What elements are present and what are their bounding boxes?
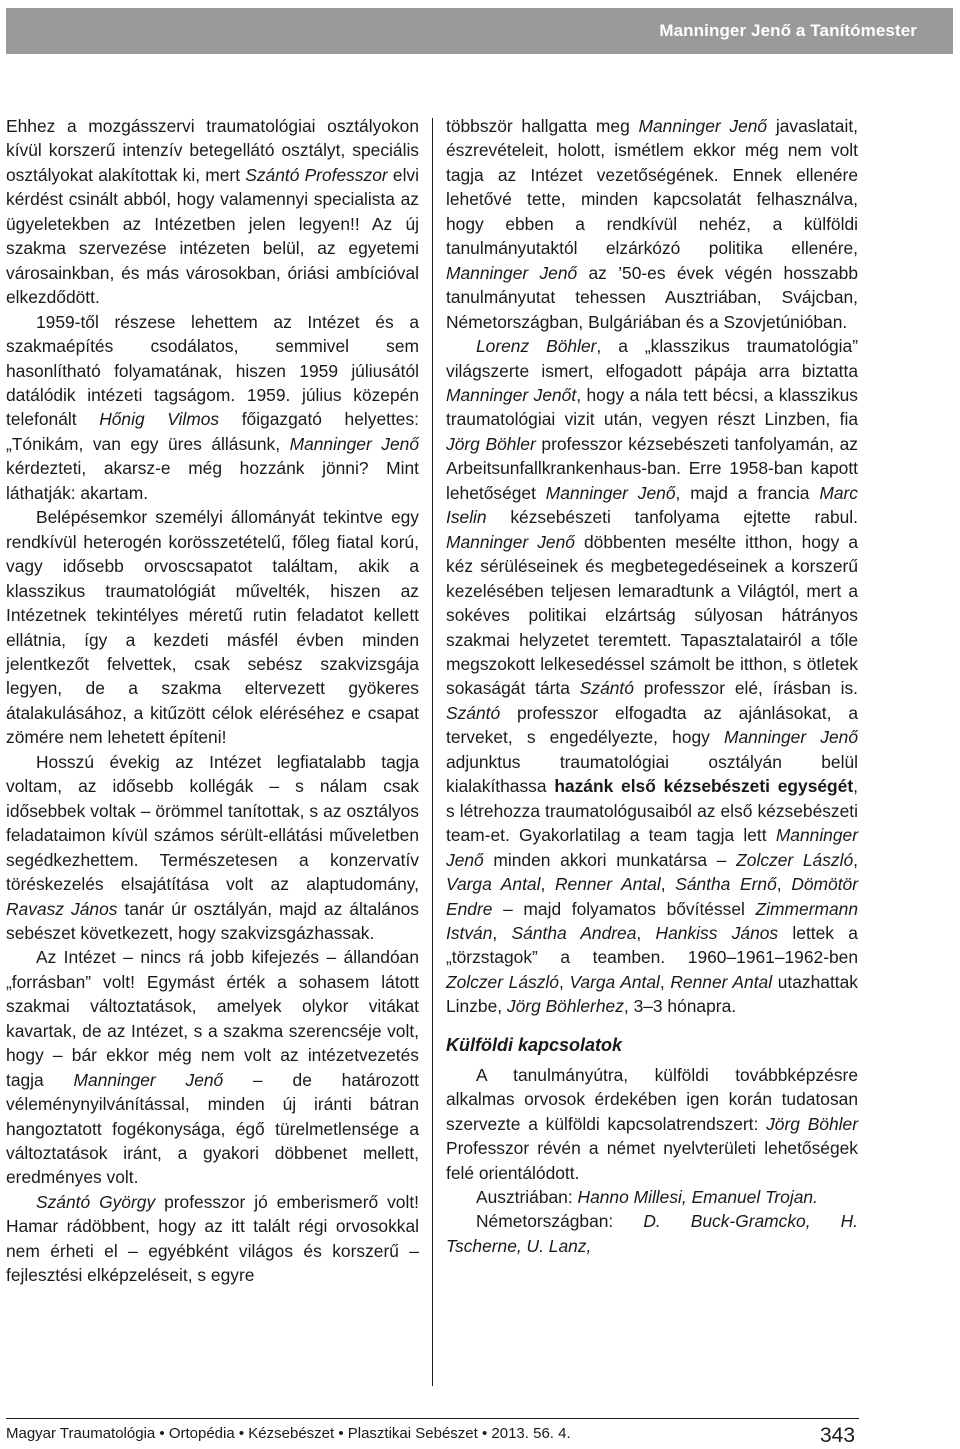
contact-names: D. Buck-Gramcko, H. Tschernе, U. Lanz, — [446, 1211, 858, 1256]
paragraph: Az Intézet – nincs rá jobb kifejezés – állandóan „forrásban” volt! Egymást érték a sohasem látott szakmai változtatások, amelyek olykor vitákat kavartak, de az Intézet, s a szakma szerencséje volt, hogy – bár ekkor még nem volt az intézetvezetés tagja Manninger Jenő – de határozott véleménynyilvánítással, minden új iránti bátran hangoztatott fogékonysága, égő türelmetlensége a változtatások iránt, a gyakori döbbenet mellett, eredményes volt. — [6, 947, 420, 1188]
person-name: Zolczer László — [446, 971, 559, 992]
paragraph: Lorenz Böhler, a „klasszikus traumatológia” világszerte ismert, elfogadott pápája arra biztatta Manninger Jenőt, hogy a nála tett bécsi, a klasszikus traumatológiai vizit után, vegyen részt Linzben, fia Jörg Böhler professzor kézsebészeti tanfolyamán, az Arbeitsunfallkrankenhaus-ban. Erre 1958-ban kapott lehetőséget Manninger Jenő, majd a francia Marc Iselin kézsebészeti tanfolyama ejtette rabul. Manninger Jenő döbbenten mesélte itthon, hogy a kéz sérüléseinek és megbetegedéseinek a korszerű kezelésében teljesen lemaradtunk a Világtól, mert a sokéves politikai elzártság súlyosan hátrányos szakmai helyzetet teremtett. Tapasztalatairól a tőle megszokott lelkesedéssel számolt be itthon, s ötletek sokaságát tárta Szántó professzor elé, írásban is. Szántó professzor elfogadta az ajánlásokat, a terveket, s engedélyezte, hogy Manninger Jenő adjunktus traumatológiai osztályán belül kialakíthassa hazánk első kézsebészeti egységét, s létrehozza traumatológusaiból az első kézsebészeti team-et. Gyakorlatilag a team tagja lett Manninger Jenő minden akkori munkatársa – Zolczer László, Varga Antal, Renner Antal, Sántha Ernő, Dömötör Endre – majd folyamatos bővítéssel Zimmermann István, Sántha Andrea, Hankiss János lettek a „törzstagok” a teamben. 1960–1961–1962-ben Zolczer László, Varga Antal, Renner Antal utazhattak Linzbe, Jörg Böhlerhez, 3–3 hónapra. — [446, 336, 859, 1017]
right-column — [446, 114, 858, 1258]
country-label: Németországban: — [476, 1211, 614, 1232]
person-name: Manninger Jenő — [289, 433, 420, 454]
contact-names: Hanno Millesi, Emanuel Trojan. — [577, 1187, 818, 1208]
journal-citation: Magyar Traumatológia • Ortopédia • Kézsebészet • Plasztikai Sebészet • 2013. 56. 4. — [6, 1425, 571, 1442]
person-name: Manninger Jenő — [446, 262, 578, 283]
person-name: Szántó György — [36, 1191, 156, 1212]
person-name: Ravasz János — [6, 898, 118, 919]
paragraph: A tanulmányútra, külföldi továbbképzésre alkalmas orvosok érdekében igen korán tudatosan szervezte a külföldi kapcsolatrendszert: Jörg Böhler Professzor révén a német nyelvterületi lehetőségek felé orientálódott. — [446, 1064, 858, 1183]
paragraph — [446, 1185, 858, 1209]
paragraph: Belépésemkor személyi állományát tekintve egy rendkívül heterogén korösszetételű, főleg fiatal korú, vagy idősebb orvoscsapatot találtam, akik a klasszikus traumatológiát művelték, hiszen az Intézetnek tekintélyes méretű rutin feladatot kellett ellátnia, így a kezdeti másfél évben minden jelentkezőt felvettek, csak sebész szakvizsgája legyen, de a szakma eltervezett gyökeres átalakulásához, a kitűzött célok eléréséhez e csapat zömére nem lehetett építeni! — [6, 507, 419, 748]
person-name: Hőnig Vilmos — [99, 409, 220, 430]
column-divider — [432, 118, 433, 1386]
paragraph — [446, 1209, 858, 1258]
paragraph: többször hallgatta meg Manninger Jenő javaslatait, észrevételeit, holott, ismétlem ekkor még nem volt tagja az Intézet vezetőségének. Ennek ellenére lehetővé tette, minden kapcsolatát felhasználva, hogy ebben a rendkívül nehéz, a külföldi tanulmányutaktól elzárkózó politika ellenére, Manninger Jenő az ’50-es évek végén hosszabb tanulmányutat tehessen Ausztriában, Svájcban, Németországban, Bulgáriában és a Szovjetúnióban. — [446, 116, 859, 332]
country-label: Ausztriában: — [476, 1187, 573, 1208]
person-name: Jörg Böhler — [446, 433, 536, 454]
person-name: Varga Antal — [446, 874, 541, 895]
emphasis-bold: hazánk első kézsebészeti egységét — [554, 776, 854, 797]
person-name: Marc Iselin — [446, 482, 858, 528]
person-name: Manninger Jenőt — [446, 384, 577, 405]
person-name: Renner Antal — [670, 971, 773, 992]
section-heading: Külföldi kapcsolatok — [446, 1034, 623, 1055]
person-name: Manninger Jenő — [73, 1069, 224, 1090]
person-name: Manninger Jenő — [446, 825, 858, 870]
person-name: Szántó Professzor — [245, 164, 388, 185]
paragraph: 1959-től részese lehettem az Intézet és a szakmaépítés csodálatos, semmivel sem hasonlítható folyamatának, hiszen 1959 júliusától datálódik intézeti tagságom. 1959. július közepén telefonált Hőnig Vilmos főigazgató helyettes: „Tónikám, van egy üres állásunk, Manninger Jenő kérdezteti, akarsz-e még hozzánk jönni? Mint láthatják: akartam. — [6, 311, 420, 503]
person-name: Jörg Böhlerhez — [506, 996, 624, 1017]
page-number: 343 — [820, 1424, 856, 1447]
person-name: Sántha Andrea — [511, 922, 637, 943]
paragraph: Szántó György professzor jó emberismerő volt! Hamar rádöbbent, hogy az itt talált régi orvosokkal nem érheti el – egyébként világos és korszerű – fejlesztési elképzeléseit, s egyre — [6, 1191, 419, 1286]
person-name: Szántó — [579, 678, 634, 699]
person-name: Hankiss János — [655, 922, 779, 943]
left-column — [6, 114, 419, 1288]
person-name: Manninger Jenő — [723, 727, 858, 748]
paragraph: Ehhez a mozgásszervi traumatológiai osztályokon kívül korszerű intenzív betegellátó osztályt, speciális osztályokat alakítottak ki, mert Szántó Professzor elvi kérdést csinált abból, hogy valamennyi specialista az ügyeletekben az Intézetben jelen legyen!! Az új szakma szervezése intézeten belül, az egyetemi városainkban, és más városokban, óriási ambícióval elkezdődött. — [6, 116, 419, 308]
person-name: Zolczer László — [736, 849, 854, 870]
person-name: Varga Antal — [569, 971, 660, 992]
person-name: Jörg Böhler — [766, 1113, 858, 1134]
person-name: Manninger Jenő — [545, 482, 676, 503]
person-name: Zimmermann István — [446, 898, 858, 943]
person-name: Sántha Ernő — [675, 874, 777, 895]
paragraph: Hosszú évekig az Intézet legfiatalabb tagja voltam, az idősebb kollégák – s nálam csak idősebbek voltak – örömmel tanítottak, s az osztályos feladataimon kívül számos sérült-ellátási műveletben segédkezhettem. Természetesen a konzervatív töréskezelés elsajátítása volt az alaptudomány, Ravasz János tanár úr osztályán, majd az általános sebészet következett, hogy szakvizsgázhassak. — [6, 751, 419, 943]
person-name: Manninger Jenő — [446, 531, 575, 552]
running-title: Manninger Jenő a Tanítómester — [659, 21, 917, 40]
footer-rule — [6, 1418, 859, 1419]
person-name: Dömötör Endre — [446, 874, 858, 919]
person-name: Szántó — [446, 702, 501, 723]
person-name: Manninger Jenő — [638, 116, 768, 136]
header-bar — [6, 8, 953, 54]
person-name: Renner Antal — [554, 874, 661, 895]
person-name: Lorenz Böhler — [476, 336, 597, 357]
